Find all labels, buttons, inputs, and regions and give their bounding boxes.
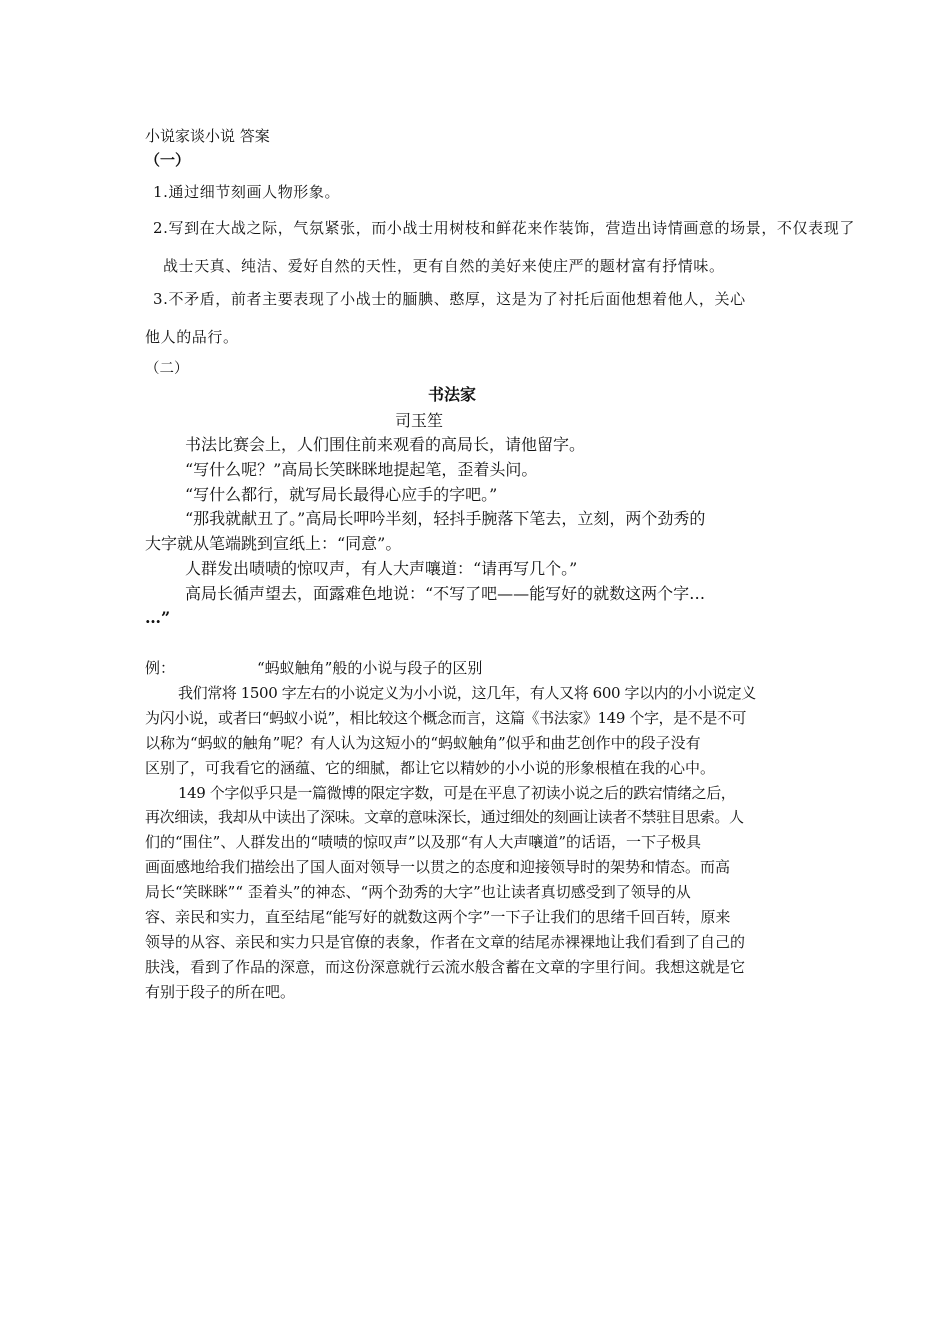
story-line-8: …” bbox=[145, 608, 171, 627]
answer-one: 1.通过细节刻画人物形象。 bbox=[153, 183, 341, 201]
example-line-3: 以称为“蚂蚁的触角”呢？有人认为这短小的“蚂蚁触角”似乎和曲艺创作中的段子没有 bbox=[145, 734, 701, 752]
story-line-4: “那我就献丑了。”高局长呷吟半刻，轻抖手腕落下笔去，立刻，两个劲秀的 bbox=[185, 509, 706, 528]
example-line-7: 们的“围住”、人群发出的“啧啧的惊叹声”以及那“有人大声嚷道”的话语，一下子极具 bbox=[145, 833, 702, 851]
example-line-6: 再次细读，我却从中读出了深味。文章的意味深长，通过细处的刻画让读者不禁驻目思索。人 bbox=[145, 808, 744, 826]
section-two-label: （二） bbox=[145, 361, 189, 377]
example-line-8: 画面感地给我们描绘出了国人面对领导一以贯之的态度和迎接领导时的架势和情态。而高 bbox=[145, 858, 731, 876]
example-title: “蚂蚁触角”般的小说与段子的区别 bbox=[257, 659, 483, 677]
answer-two-line-2: 战士天真、纯洁、爱好自然的天性，更有自然的美好来使庄严的题材富有抒情味。 bbox=[163, 257, 725, 275]
story-line-3: “写什么都行，就写局长最得心应手的字吧。” bbox=[185, 485, 498, 504]
example-line-4: 区别了，可我看它的涵蕴、它的细腻，都让它以精妙的小小说的形象根植在我的心中。 bbox=[145, 759, 716, 777]
example-line-10: 容、亲民和实力，直至结尾“能写好的就数这两个字”一下子让我们的思绪千回百转，原来 bbox=[145, 908, 731, 926]
story-author: 司玉笙 bbox=[395, 411, 444, 430]
answer-three-line-1: 3.不矛盾，前者主要表现了小战士的腼腆、憨厚，这是为了衬托后面他想着他人，关心 bbox=[153, 290, 746, 308]
answer-two-line-1: 2.写到在大战之际，气氛紧张，而小战士用树枝和鲜花来作装饰，营造出诗情画意的场景，不仅表现了 bbox=[153, 219, 855, 237]
example-line-12: 肤浅，看到了作品的深意，而这份深意就行云流水般含蓄在文章的字里行间。我想这就是它 bbox=[145, 958, 746, 976]
example-line-2: 为闪小说，或者曰“蚂蚁小说”，相比较这个概念而言，这篇《书法家》149 个字，是不是不可 bbox=[145, 709, 747, 727]
story-line-5: 大字就从笔端跳到宣纸上：“同意”。 bbox=[145, 534, 402, 553]
document-title: 小说家谈小说 答案 bbox=[145, 127, 270, 145]
section-one-label: （一） bbox=[145, 151, 191, 169]
story-title: 书法家 bbox=[428, 385, 477, 404]
story-line-1: 书法比赛会上，人们围住前来观看的高局长，请他留字。 bbox=[185, 435, 586, 454]
example-label: 例： bbox=[145, 659, 176, 677]
example-line-13: 有别于段子的所在吧。 bbox=[145, 983, 296, 1001]
example-line-5: 149 个字似乎只是一篇微博的限定字数，可是在平息了初读小说之后的跌宕情绪之后， bbox=[178, 784, 736, 802]
example-line-11: 领导的从容、亲民和实力只是官僚的表象，作者在文章的结尾赤裸裸地让我们看到了自己的 bbox=[145, 933, 746, 951]
example-line-9: 局长“笑眯眯”“ 歪着头”的神态、“两个劲秀的大字”也让读者真切感受到了领导的从 bbox=[145, 883, 691, 901]
example-line-1: 我们常将 1500 字左右的小说定义为小小说，这几年，有人又将 600 字以内的小小说定义 bbox=[178, 684, 756, 702]
story-line-2: “写什么呢？”高局长笑眯眯地提起笔，歪着头问。 bbox=[185, 460, 538, 479]
story-line-6: 人群发出啧啧的惊叹声，有人大声嚷道：“请再写几个。” bbox=[185, 559, 578, 578]
answer-three-line-2: 他人的品行。 bbox=[145, 328, 239, 346]
story-line-7: 高局长循声望去，面露难色地说：“不写了吧——能写好的就数这两个字… bbox=[185, 584, 706, 603]
